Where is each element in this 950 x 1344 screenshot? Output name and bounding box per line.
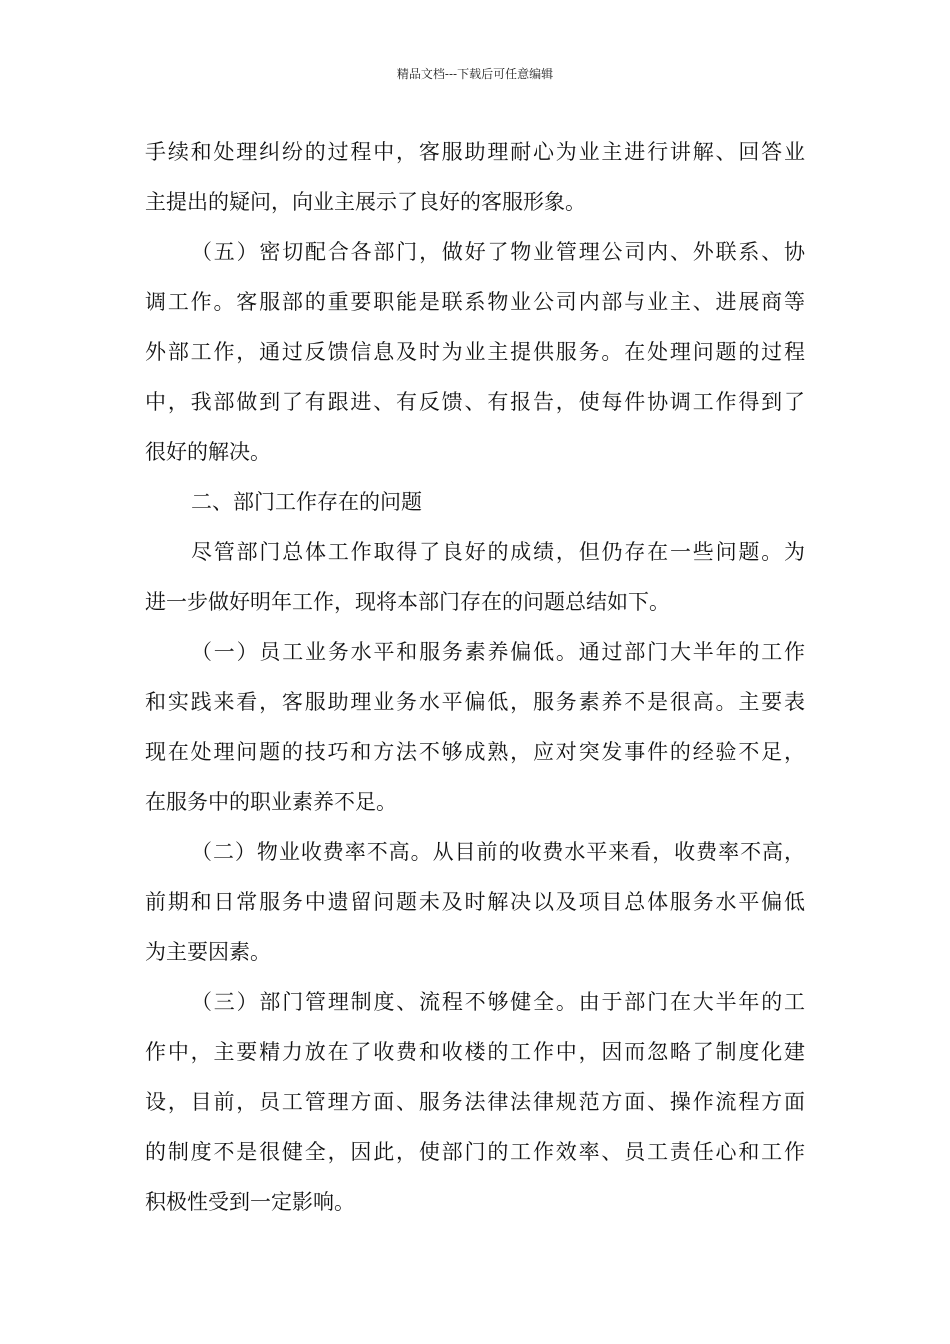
text-line: 尽管部门总体工作取得了良好的成绩，但仍存在一些问题。为 <box>191 540 805 564</box>
text-line: 前期和日常服务中遗留问题未及时解决以及项目总体服务水平偏低 <box>145 890 805 914</box>
text-line: 为主要因素。 <box>145 940 271 964</box>
text-line: 现在处理问题的技巧和方法不够成熟，应对突发事件的经验不足， <box>145 740 805 764</box>
text-line: 二、部门工作存在的问题 <box>191 490 422 514</box>
text-line: 中，我部做到了有跟进、有反馈、有报告，使每件协调工作得到了 <box>145 390 805 414</box>
text-line: （二）物业收费率不高。从目前的收费水平来看，收费率不高， <box>191 840 805 864</box>
text-line: 作中，主要精力放在了收费和收楼的工作中，因而忽略了制度化建 <box>145 1040 805 1064</box>
page-header: 精品文档---下载后可任意编辑 <box>396 67 554 81</box>
text-line: （三）部门管理制度、流程不够健全。由于部门在大半年的工 <box>191 990 805 1014</box>
text-line: 的制度不是很健全，因此，使部门的工作效率、员工责任心和工作 <box>145 1140 805 1164</box>
text-line: 很好的解决。 <box>145 440 271 464</box>
text-line: 积极性受到一定影响。 <box>145 1190 355 1214</box>
text-line: （五）密切配合各部门，做好了物业管理公司内、外联系、协 <box>191 240 805 264</box>
text-line: 手续和处理纠纷的过程中，客服助理耐心为业主进行讲解、回答业 <box>145 140 805 164</box>
text-line: （一）员工业务水平和服务素养偏低。通过部门大半年的工作 <box>191 640 805 664</box>
text-line: 在服务中的职业素养不足。 <box>145 790 397 814</box>
text-line: 调工作。客服部的重要职能是联系物业公司内部与业主、进展商等 <box>145 290 805 314</box>
document-body <box>145 127 805 1227</box>
text-line: 外部工作，通过反馈信息及时为业主提供服务。在处理问题的过程 <box>145 340 805 364</box>
text-line: 设，目前，员工管理方面、服务法律法律规范方面、操作流程方面 <box>145 1090 805 1114</box>
text-line: 和实践来看，客服助理业务水平偏低，服务素养不是很高。主要表 <box>145 690 805 714</box>
text-line: 主提出的疑问，向业主展示了良好的客服形象。 <box>145 190 586 214</box>
text-line: 进一步做好明年工作，现将本部门存在的问题总结如下。 <box>145 590 670 614</box>
